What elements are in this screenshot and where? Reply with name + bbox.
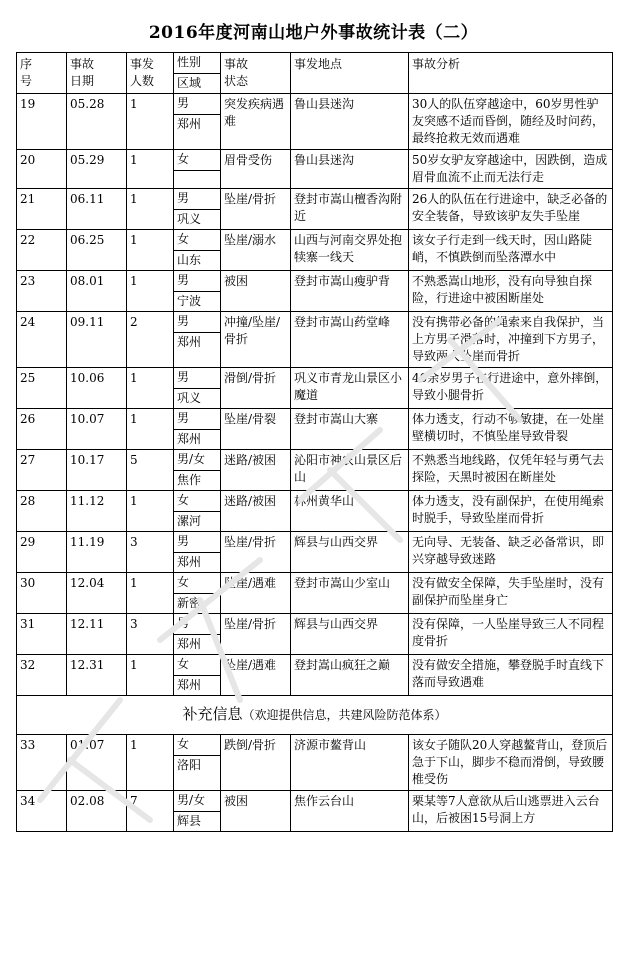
sex: 女	[174, 735, 220, 756]
sex-region-cell	[174, 614, 221, 655]
people-count: 1	[127, 189, 174, 230]
accident-place: 林州黄华山	[291, 491, 409, 532]
accident-analysis: 不熟悉当地线路，仅凭年轻与勇气去探险，天黑时被困在断崖处	[409, 450, 613, 491]
header-sex-region: 性别 区域	[174, 53, 221, 94]
row-number: 24	[17, 312, 67, 368]
sex: 男	[174, 271, 220, 292]
table-row	[17, 491, 613, 532]
row-number: 33	[17, 735, 67, 791]
sex-region-cell	[174, 368, 221, 409]
sex: 男/女	[174, 791, 220, 812]
accident-date: 10.07	[67, 409, 127, 450]
sex-region-cell	[174, 230, 221, 271]
sex: 男	[174, 189, 220, 210]
accident-status: 被困	[221, 271, 291, 312]
row-number: 22	[17, 230, 67, 271]
accident-date: 08.01	[67, 271, 127, 312]
region: 郑州	[177, 678, 202, 692]
accident-status: 坠崖/骨裂	[221, 409, 291, 450]
sex: 男	[174, 409, 220, 430]
supplement-note: （欢迎提供信息，共建风险防范体系）	[242, 708, 447, 722]
accident-analysis: 体力透支，行动不够敏捷，在一处崖壁横切时，不慎坠崖导致骨裂	[409, 409, 613, 450]
accident-date: 12.31	[67, 655, 127, 696]
accident-date: 11.19	[67, 532, 127, 573]
region: 郑州	[177, 555, 202, 569]
table-row	[17, 409, 613, 450]
table-row	[17, 368, 613, 409]
sex: 男	[174, 368, 220, 389]
region: 巩义	[177, 212, 202, 226]
region: 山东	[177, 253, 202, 267]
row-number: 28	[17, 491, 67, 532]
accident-status: 跌倒/骨折	[221, 735, 291, 791]
table-row	[17, 189, 613, 230]
sex-region-cell	[174, 573, 221, 614]
region: 焦作	[177, 473, 202, 487]
header-count: 事发 人数	[127, 53, 174, 94]
row-number: 29	[17, 532, 67, 573]
sex: 女	[174, 491, 220, 512]
row-number: 25	[17, 368, 67, 409]
accident-date: 05.29	[67, 150, 127, 189]
sex-region-cell	[174, 735, 221, 791]
accident-status: 坠崖/骨折	[221, 189, 291, 230]
region: 郑州	[177, 335, 202, 349]
people-count: 1	[127, 491, 174, 532]
accident-date: 06.25	[67, 230, 127, 271]
region	[174, 171, 220, 173]
table-row	[17, 614, 613, 655]
sex: 女	[174, 230, 220, 251]
accident-place: 济源市鳌背山	[291, 735, 409, 791]
accident-place: 辉县与山西交界	[291, 532, 409, 573]
sex-region-cell	[174, 409, 221, 450]
table-row	[17, 532, 613, 573]
accident-status: 迷路/被困	[221, 491, 291, 532]
sex: 男	[174, 94, 220, 115]
accident-analysis: 没有做安全措施，攀登脱手时直线下落而导致遇难	[409, 655, 613, 696]
accident-analysis: 没有做安全保障，失手坠崖时，没有副保护而坠崖身亡	[409, 573, 613, 614]
sex: 男	[174, 312, 220, 333]
row-number: 27	[17, 450, 67, 491]
region: 辉县	[177, 814, 202, 828]
table-row	[17, 312, 613, 368]
people-count: 1	[127, 409, 174, 450]
sex-region-cell	[174, 491, 221, 532]
accident-analysis: 没有携带必备的绳索来自我保护，当上方男子滑落时，冲撞到下方男子，导致两人坠崖而骨折	[409, 312, 613, 368]
accident-place: 鲁山县迷沟	[291, 150, 409, 189]
accident-date: 05.28	[67, 94, 127, 150]
table-row	[17, 150, 613, 189]
accident-date: 02.08	[67, 791, 127, 832]
accident-place: 登封市嵩山药堂峰	[291, 312, 409, 368]
accident-analysis: 该女子随队20人穿越鳌背山，登顶后急于下山，脚步不稳而滑倒，导致腰椎受伤	[409, 735, 613, 791]
sex-region-cell	[174, 791, 221, 832]
accident-status: 坠崖/骨折	[221, 614, 291, 655]
accident-place: 登封市嵩山檀香沟附近	[291, 189, 409, 230]
region: 洛阳	[177, 758, 202, 772]
region: 新密	[177, 596, 202, 610]
row-number: 34	[17, 791, 67, 832]
row-number: 20	[17, 150, 67, 189]
table-row	[17, 450, 613, 491]
table-row	[17, 791, 613, 832]
row-number: 31	[17, 614, 67, 655]
accident-analysis: 40余岁男子在行进途中，意外摔倒，导致小腿骨折	[409, 368, 613, 409]
people-count: 1	[127, 271, 174, 312]
accident-analysis: 30人的队伍穿越途中，60岁男性驴友突感不适而昏倒，随经及时问药，最终抢救无效而遇难	[409, 94, 613, 150]
accident-status: 坠崖/遇难	[221, 655, 291, 696]
table-row	[17, 271, 613, 312]
people-count: 1	[127, 230, 174, 271]
table-row	[17, 655, 613, 696]
people-count: 5	[127, 450, 174, 491]
table-row	[17, 573, 613, 614]
row-number: 26	[17, 409, 67, 450]
accident-date: 12.11	[67, 614, 127, 655]
accident-place: 山西与河南交界处抱犊寨一线天	[291, 230, 409, 271]
region: 宁波	[177, 294, 202, 308]
sex: 男	[174, 532, 220, 553]
header-date: 事故 日期	[67, 53, 127, 94]
accident-place: 巩义市青龙山景区小魔道	[291, 368, 409, 409]
accident-place: 沁阳市神农山景区后山	[291, 450, 409, 491]
accident-date: 10.06	[67, 368, 127, 409]
people-count: 2	[127, 312, 174, 368]
people-count: 1	[127, 655, 174, 696]
accident-analysis: 50岁女驴友穿越途中，因跌倒，造成眉骨血流不止而无法行走	[409, 150, 613, 189]
sex-region-cell	[174, 94, 221, 150]
accident-analysis: 体力透支，没有副保护，在使用绳索时脱手，导致坠崖而骨折	[409, 491, 613, 532]
accident-date: 12.04	[67, 573, 127, 614]
accident-analysis: 栗某等7人意欲从后山逃票进入云台山，后被困15号洞上方	[409, 791, 613, 832]
accident-status: 坠崖/骨折	[221, 532, 291, 573]
accident-analysis: 26人的队伍在行进途中，缺乏必备的安全装备，导致该驴友失手坠崖	[409, 189, 613, 230]
people-count: 1	[127, 150, 174, 189]
people-count: 1	[127, 368, 174, 409]
accident-place: 登封市嵩山大寨	[291, 409, 409, 450]
accident-place: 登封嵩山疯狂之巅	[291, 655, 409, 696]
table-row	[17, 94, 613, 150]
table-row	[17, 735, 613, 791]
supplement-cell	[17, 696, 613, 735]
accident-status: 突发疾病遇难	[221, 94, 291, 150]
accident-place: 焦作云台山	[291, 791, 409, 832]
accident-analysis: 该女子行走到一线天时，因山路陡峭，不慎跌倒而坠落潭水中	[409, 230, 613, 271]
accident-place: 登封市嵩山瘦驴背	[291, 271, 409, 312]
region: 郑州	[177, 432, 202, 446]
header-status: 事故 状态	[221, 53, 291, 94]
sex-region-cell	[174, 312, 221, 368]
accident-analysis: 无向导、无装备、缺乏必备常识，即兴穿越导致迷路	[409, 532, 613, 573]
accident-status: 坠崖/遇难	[221, 573, 291, 614]
people-count: 1	[127, 573, 174, 614]
sex-region-cell	[174, 532, 221, 573]
supplement-row	[17, 696, 613, 735]
row-number: 23	[17, 271, 67, 312]
people-count: 3	[127, 532, 174, 573]
accident-date: 10.17	[67, 450, 127, 491]
sex: 女	[174, 655, 220, 676]
region: 巩义	[177, 391, 202, 405]
header-row	[17, 53, 613, 94]
accident-analysis: 没有保障，一人坠崖导致三人不同程度骨折	[409, 614, 613, 655]
accident-place: 鲁山县迷沟	[291, 94, 409, 150]
accident-date: 06.11	[67, 189, 127, 230]
sex-region-cell	[174, 271, 221, 312]
accident-status: 眉骨受伤	[221, 150, 291, 189]
accident-analysis: 不熟悉嵩山地形，没有向导独自探险，行进途中被困断崖处	[409, 271, 613, 312]
row-number: 32	[17, 655, 67, 696]
region: 漯河	[177, 514, 202, 528]
accident-status: 滑倒/骨折	[221, 368, 291, 409]
sex: 女	[174, 150, 220, 171]
sex: 男/女	[174, 450, 220, 471]
page-title: 2016年度河南山地户外事故统计表（二）	[148, 23, 479, 43]
accident-place: 登封市嵩山少室山	[291, 573, 409, 614]
row-number: 19	[17, 94, 67, 150]
accident-place: 辉县与山西交界	[291, 614, 409, 655]
accident-table	[16, 52, 613, 832]
header-no: 序 号	[17, 53, 67, 94]
accident-status: 冲撞/坠崖/骨折	[221, 312, 291, 368]
table-row	[17, 230, 613, 271]
sex-region-cell	[174, 189, 221, 230]
row-number: 21	[17, 189, 67, 230]
people-count: 1	[127, 94, 174, 150]
sex-region-cell	[174, 150, 221, 189]
sex: 男	[174, 614, 220, 635]
sex-region-cell	[174, 450, 221, 491]
accident-status: 迷路/被困	[221, 450, 291, 491]
header-analysis: 事故分析	[409, 53, 613, 94]
sex: 女	[174, 573, 220, 594]
accident-status: 被困	[221, 791, 291, 832]
supplement-label: 补充信息	[182, 705, 243, 723]
region: 郑州	[177, 117, 202, 131]
accident-date: 01.07	[67, 735, 127, 791]
row-number: 30	[17, 573, 67, 614]
people-count: 3	[127, 614, 174, 655]
accident-status: 坠崖/溺水	[221, 230, 291, 271]
people-count: 7	[127, 791, 174, 832]
people-count: 1	[127, 735, 174, 791]
region: 郑州	[177, 637, 202, 651]
sex-region-cell	[174, 655, 221, 696]
accident-date: 11.12	[67, 491, 127, 532]
accident-date: 09.11	[67, 312, 127, 368]
header-place: 事发地点	[291, 53, 409, 94]
